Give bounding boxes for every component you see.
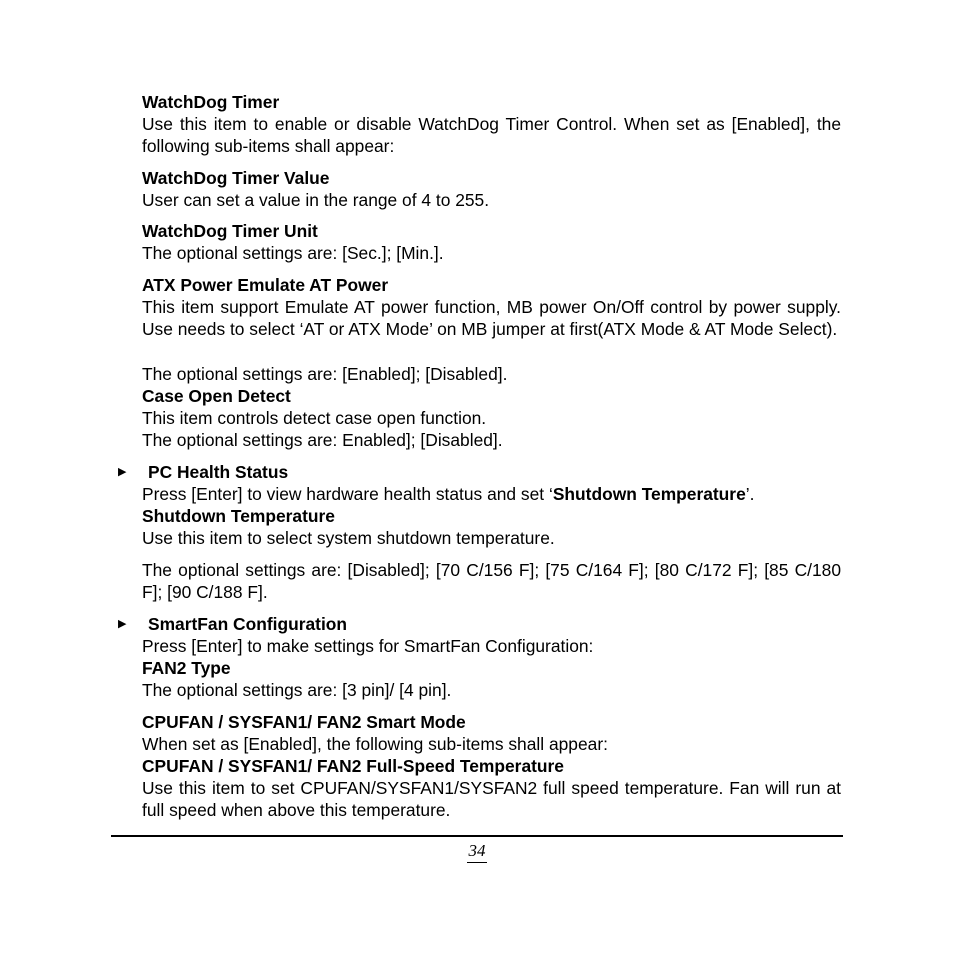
shutdown-temperature-description: Use this item to select system shutdown temperature. xyxy=(142,528,555,548)
case-open-heading: Case Open Detect xyxy=(142,386,291,406)
watchdog-timer-description: Use this item to enable or disable WatchDog Timer Control. When set as [Enabled], the following sub-items shall appear: xyxy=(142,114,841,156)
pc-health-desc-post: ’. xyxy=(745,484,755,504)
pc-health-heading: PC Health Status xyxy=(148,462,289,482)
pc-health-desc-pre: Press [Enter] to view hardware health status and set ‘ xyxy=(142,484,553,504)
watchdog-timer-heading: WatchDog Timer xyxy=(142,92,280,112)
fan2-type-heading: FAN2 Type xyxy=(142,658,231,678)
pc-health-description xyxy=(142,483,841,505)
bullet-arrow-icon: ▶ xyxy=(118,466,127,478)
case-open-options: The optional settings are: Enabled]; [Disabled]. xyxy=(142,430,503,450)
atx-power-description: This item support Emulate AT power function, MB power On/Off control by power supply. Use needs to select ‘AT or ATX Mode’ on MB jumper at first(ATX Mode & AT Mode Select). xyxy=(142,297,841,339)
atx-power-heading: ATX Power Emulate AT Power xyxy=(142,275,389,295)
page-number: 34 xyxy=(468,841,486,860)
watchdog-timer-unit-options: The optional settings are: [Sec.]; [Min.]. xyxy=(142,243,444,263)
smart-mode-description: When set as [Enabled], the following sub-items shall appear: xyxy=(142,734,608,754)
shutdown-temperature-heading: Shutdown Temperature xyxy=(142,506,335,526)
smartfan-description: Press [Enter] to make settings for SmartFan Configuration: xyxy=(142,636,594,656)
case-open-description: This item controls detect case open function. xyxy=(142,408,487,428)
watchdog-timer-value-description: User can set a value in the range of 4 to 255. xyxy=(142,190,490,210)
watchdog-timer-unit-heading: WatchDog Timer Unit xyxy=(142,221,318,241)
smartfan-heading: SmartFan Configuration xyxy=(148,614,348,634)
page-number-underline xyxy=(467,862,487,863)
atx-power-options: The optional settings are: [Enabled]; [Disabled]. xyxy=(142,364,508,384)
footer-divider xyxy=(111,835,843,837)
pc-health-desc-bold: Shutdown Temperature xyxy=(552,484,746,504)
watchdog-timer-value-heading: WatchDog Timer Value xyxy=(142,168,330,188)
shutdown-temperature-options: The optional settings are: [Disabled]; [70 C/156 F]; [75 C/164 F]; [80 C/172 F]; [85 C/180 F]; [90 C/188 F]. xyxy=(142,560,841,602)
smart-mode-heading: CPUFAN / SYSFAN1/ FAN2 Smart Mode xyxy=(142,712,466,732)
full-speed-temperature-heading: CPUFAN / SYSFAN1/ FAN2 Full-Speed Temperature xyxy=(142,756,564,776)
full-speed-temperature-description: Use this item to set CPUFAN/SYSFAN1/SYSFAN2 full speed temperature. Fan will run at full speed when above this temperature. xyxy=(142,778,841,820)
fan2-type-options: The optional settings are: [3 pin]/ [4 pin]. xyxy=(142,680,452,700)
bullet-arrow-icon: ▶ xyxy=(118,618,127,630)
